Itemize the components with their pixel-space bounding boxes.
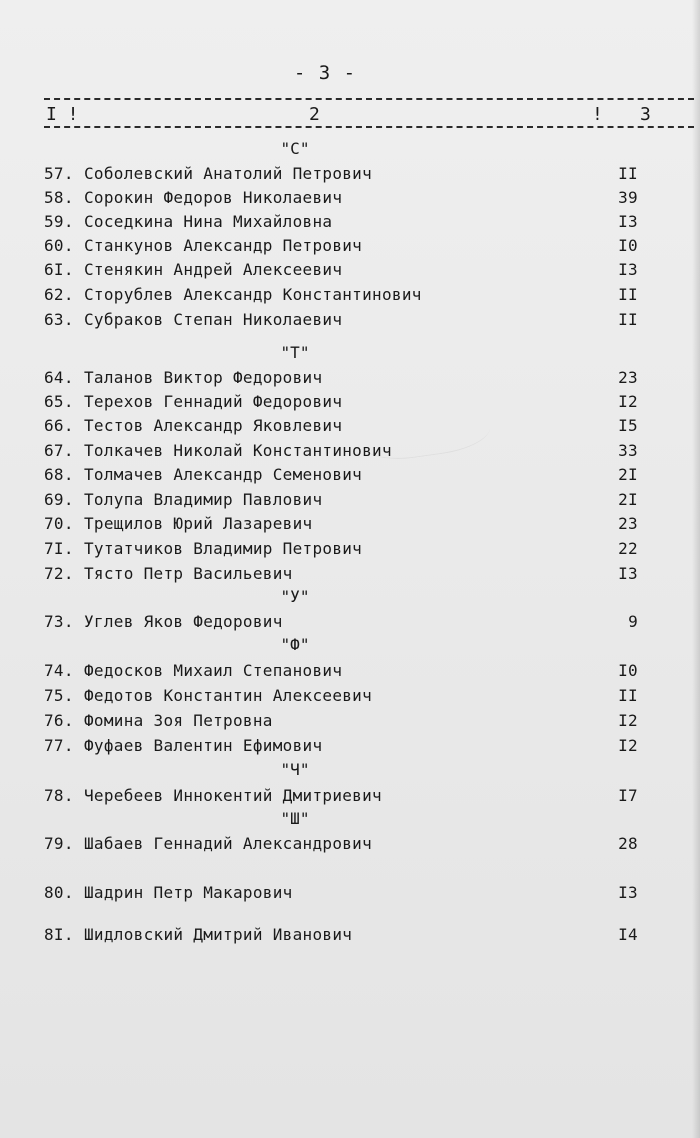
person-name: Федосков Михаил Степанович — [84, 661, 343, 680]
person-name: Соболевский Анатолий Петрович — [84, 164, 373, 183]
sheet-count: I2 — [618, 736, 638, 755]
person-name: Станкунов Александр Петрович — [84, 236, 363, 255]
person-name: Федотов Константин Алексеевич — [84, 686, 373, 705]
list-item — [0, 366, 700, 390]
person-name: Стенякин Андрей Алексеевич — [84, 260, 343, 279]
letter-heading-s: "С" — [280, 139, 310, 158]
list-item — [0, 537, 700, 561]
item-number: 75. — [44, 686, 74, 705]
col-header-separator: ! — [592, 104, 603, 125]
sheet-count: 33 — [618, 441, 638, 460]
sheet-count: II — [618, 164, 638, 183]
letter-heading-t: "Т" — [280, 343, 310, 362]
person-name: Соседкина Нина Михайловна — [84, 212, 333, 231]
list-item — [0, 684, 700, 708]
item-number: 67. — [44, 441, 74, 460]
item-number: 66. — [44, 416, 74, 435]
header-top-dashes — [44, 98, 694, 100]
col-header-1: I ! — [46, 104, 79, 125]
letter-heading-f: "Ф" — [280, 635, 310, 654]
item-number: 6I. — [44, 260, 74, 279]
person-name: Тясто Петр Васильевич — [84, 564, 293, 583]
list-item — [0, 610, 700, 634]
item-number: 8I. — [44, 925, 74, 944]
list-item — [0, 709, 700, 733]
letter-heading-sh: "Ш" — [280, 809, 310, 828]
list-item — [0, 390, 700, 414]
item-number: 79. — [44, 834, 74, 853]
list-item — [0, 186, 700, 210]
sheet-count: II — [618, 310, 638, 329]
list-item — [0, 562, 700, 586]
sheet-count: 28 — [618, 834, 638, 853]
list-item — [0, 923, 700, 947]
person-name: Шабаев Геннадий Александрович — [84, 834, 373, 853]
person-name: Толупа Владимир Павлович — [84, 490, 323, 509]
person-name: Черебеев Иннокентий Дмитриевич — [84, 786, 382, 805]
item-number: 76. — [44, 711, 74, 730]
person-name: Фуфаев Валентин Ефимович — [84, 736, 323, 755]
sheet-count: 39 — [618, 188, 638, 207]
list-item — [0, 162, 700, 186]
person-name: Шадрин Петр Макарович — [84, 883, 293, 902]
sheet-count: 23 — [618, 368, 638, 387]
list-item — [0, 308, 700, 332]
item-number: 65. — [44, 392, 74, 411]
list-item — [0, 659, 700, 683]
page-number: - 3 - — [293, 62, 357, 84]
item-number: 63. — [44, 310, 74, 329]
item-number: 72. — [44, 564, 74, 583]
item-number: 78. — [44, 786, 74, 805]
list-item — [0, 439, 700, 463]
sheet-count: I3 — [618, 212, 638, 231]
sheet-count: II — [618, 686, 638, 705]
list-item — [0, 881, 700, 905]
sheet-count: I3 — [618, 883, 638, 902]
item-number: 69. — [44, 490, 74, 509]
list-item — [0, 463, 700, 487]
item-number: 68. — [44, 465, 74, 484]
sheet-count: I4 — [618, 925, 638, 944]
item-number: 64. — [44, 368, 74, 387]
person-name: Фомина Зоя Петровна — [84, 711, 273, 730]
person-name: Сторублев Александр Константинович — [84, 285, 422, 304]
item-number: 74. — [44, 661, 74, 680]
sheet-count: 2I — [618, 465, 638, 484]
letter-heading-ch: "Ч" — [280, 760, 310, 779]
person-name: Толмачев Александр Семенович — [84, 465, 363, 484]
person-name: Трещилов Юрий Лазаревич — [84, 514, 313, 533]
list-item — [0, 258, 700, 282]
header-bottom-dashes — [44, 126, 694, 128]
list-item — [0, 234, 700, 258]
item-number: 62. — [44, 285, 74, 304]
col-header-3: 3 — [640, 104, 651, 125]
list-item — [0, 414, 700, 438]
list-item — [0, 512, 700, 536]
item-number: 7I. — [44, 539, 74, 558]
item-number: 59. — [44, 212, 74, 231]
item-number: 57. — [44, 164, 74, 183]
sheet-count: I7 — [618, 786, 638, 805]
sheet-count: 22 — [618, 539, 638, 558]
person-name: Тутатчиков Владимир Петрович — [84, 539, 363, 558]
item-number: 77. — [44, 736, 74, 755]
list-item — [0, 283, 700, 307]
item-number: 58. — [44, 188, 74, 207]
sheet-count: 9 — [628, 612, 638, 631]
person-name: Толкачев Николай Константинович — [84, 441, 392, 460]
list-item — [0, 210, 700, 234]
person-name: Сорокин Федоров Николаевич — [84, 188, 343, 207]
list-item — [0, 734, 700, 758]
item-number: 80. — [44, 883, 74, 902]
sheet-count: 23 — [618, 514, 638, 533]
col-header-2: 2 — [309, 104, 320, 125]
person-name: Тестов Александр Яковлевич — [84, 416, 343, 435]
item-number: 60. — [44, 236, 74, 255]
sheet-count: I2 — [618, 711, 638, 730]
sheet-count: I3 — [618, 564, 638, 583]
person-name: Шидловский Дмитрий Иванович — [84, 925, 353, 944]
sheet-count: 2I — [618, 490, 638, 509]
person-name: Терехов Геннадий Федорович — [84, 392, 343, 411]
sheet-count: II — [618, 285, 638, 304]
sheet-count: I5 — [618, 416, 638, 435]
item-number: 73. — [44, 612, 74, 631]
person-name: Углев Яков Федорович — [84, 612, 283, 631]
item-number: 70. — [44, 514, 74, 533]
sheet-count: I2 — [618, 392, 638, 411]
person-name: Субраков Степан Николаевич — [84, 310, 343, 329]
sheet-count: I3 — [618, 260, 638, 279]
sheet-count: I0 — [618, 236, 638, 255]
sheet-count: I0 — [618, 661, 638, 680]
person-name: Таланов Виктор Федорович — [84, 368, 323, 387]
list-item — [0, 488, 700, 512]
list-item — [0, 832, 700, 856]
list-item — [0, 784, 700, 808]
letter-heading-u: "У" — [280, 587, 310, 606]
